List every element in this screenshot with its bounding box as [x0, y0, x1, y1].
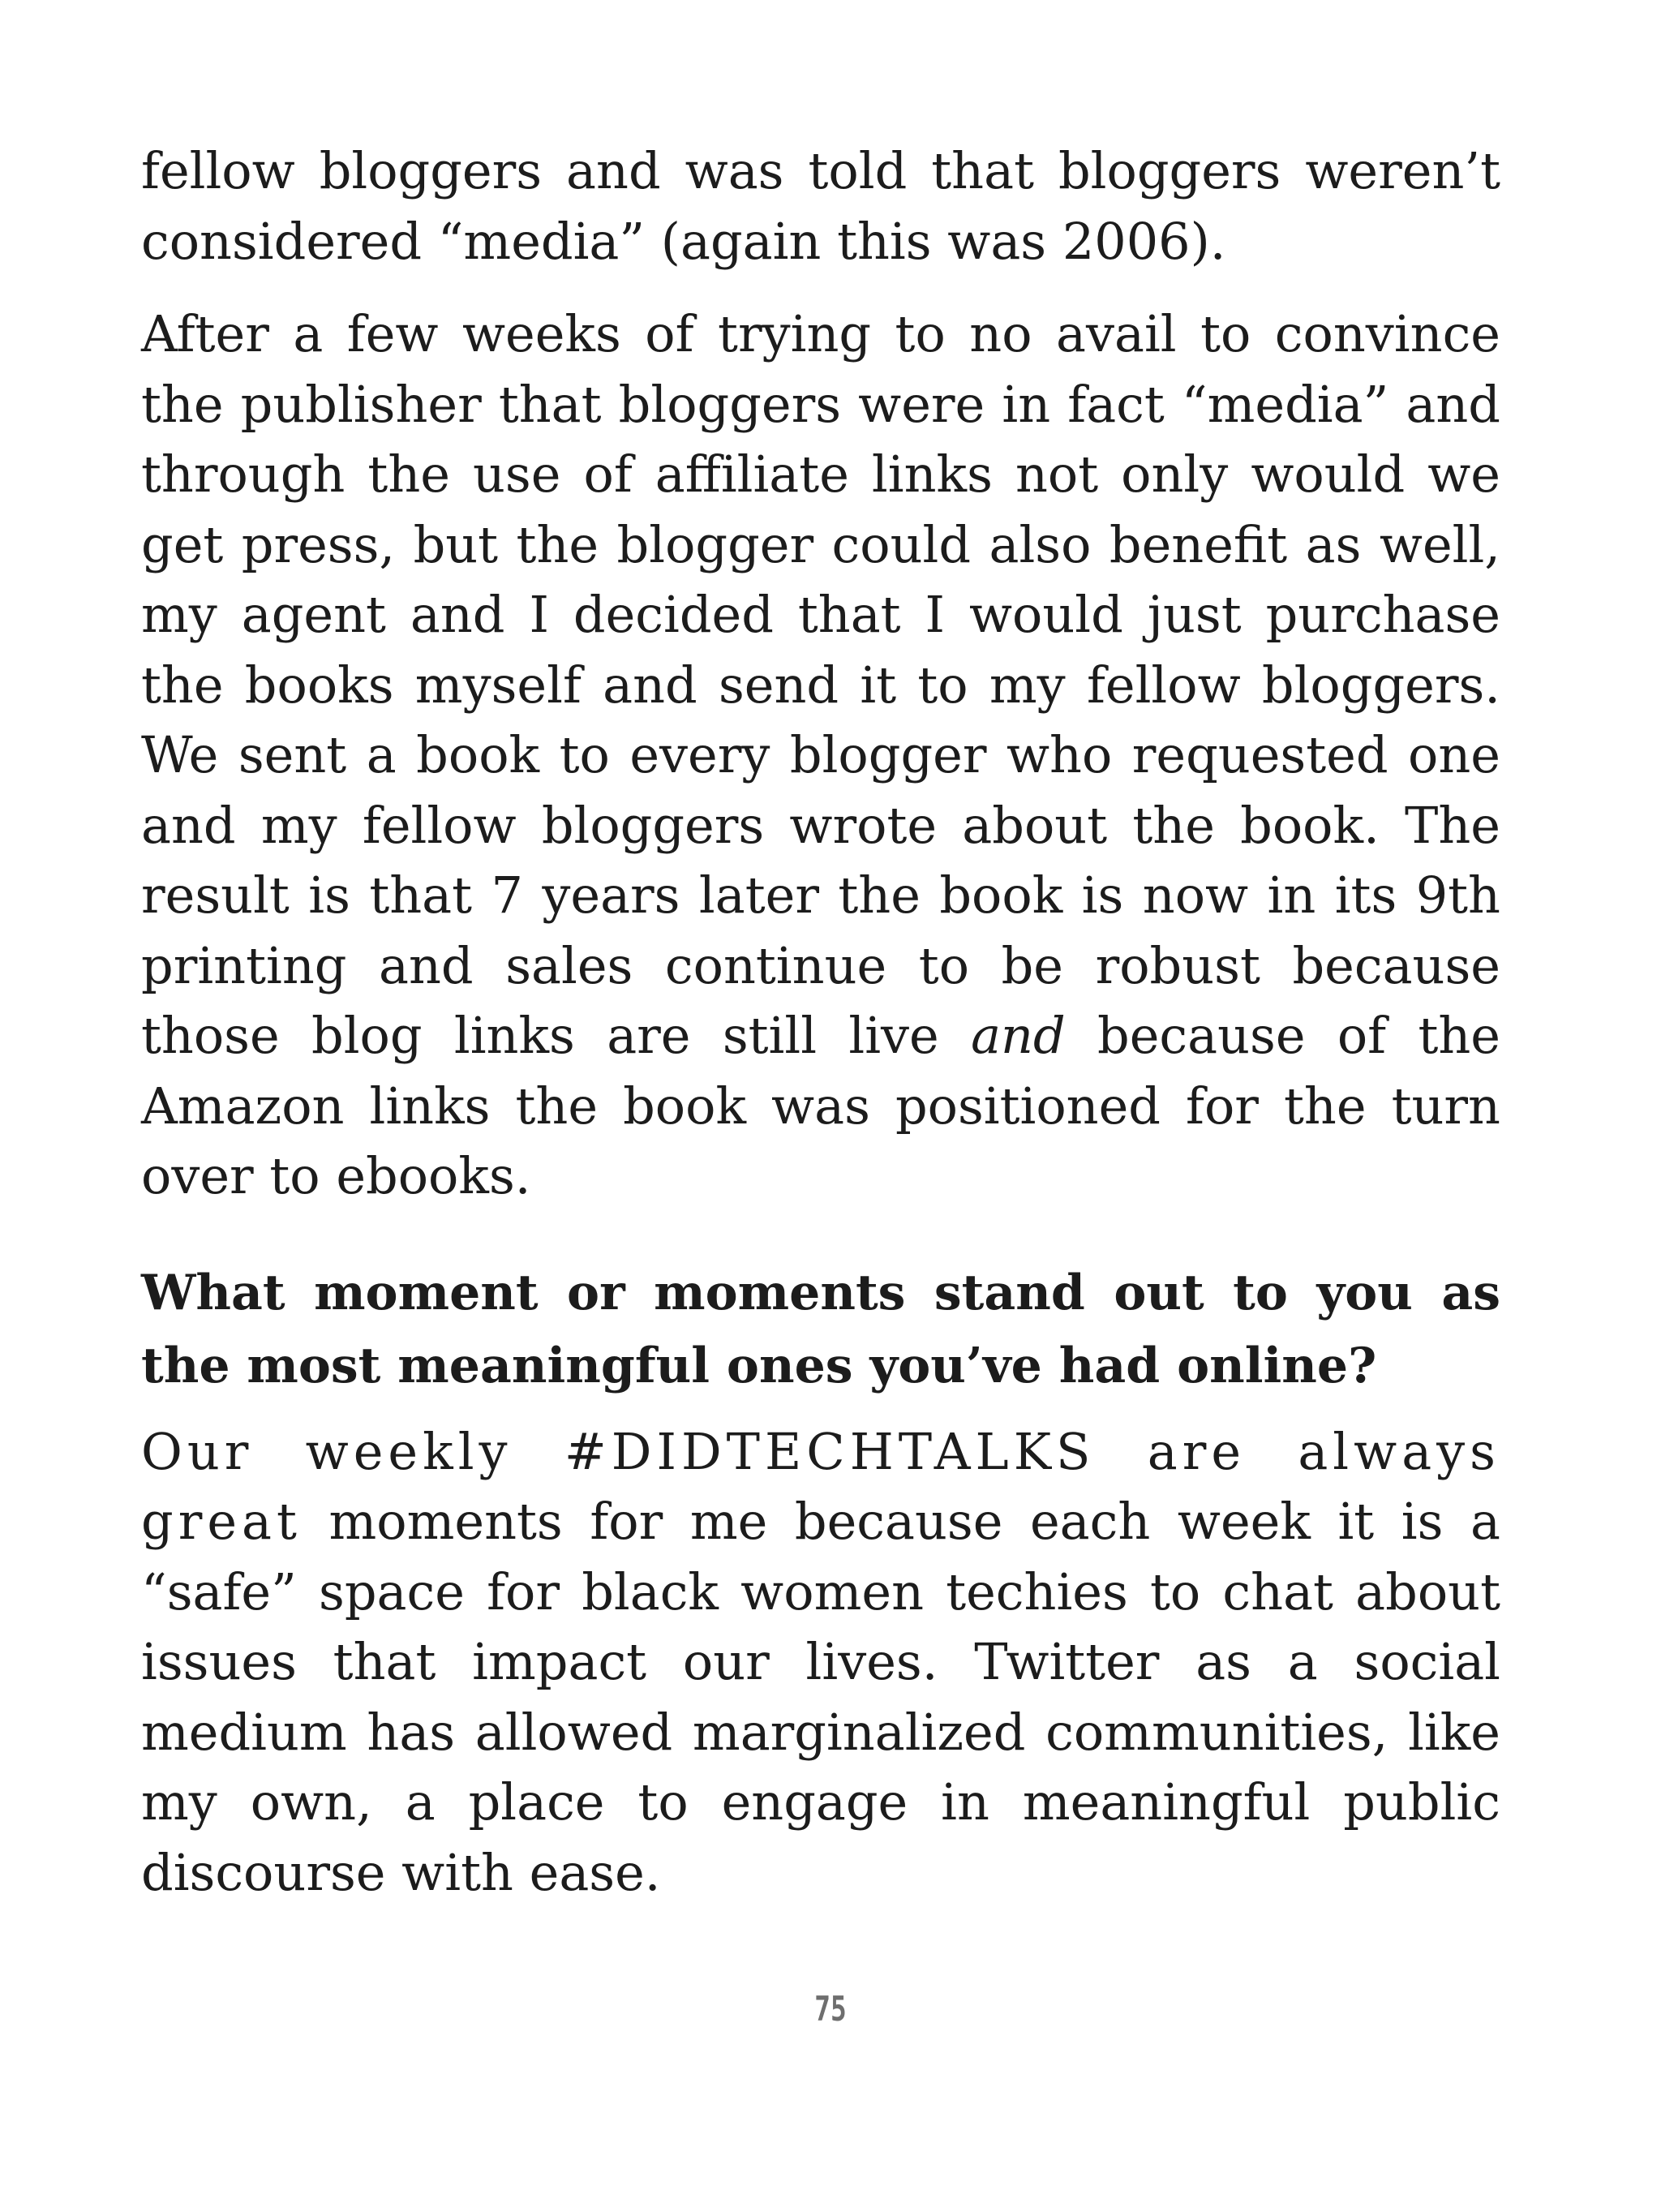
- paragraph-book-story: [141, 299, 1500, 1212]
- answer-text: moments for me because each week it is a “safe” space for black women techies to chat about issues that impact our lives. Twitter as a social medium has allowed marginalized communities, like my own, a place to engage in meaningful public discourse with ease.: [141, 1492, 1500, 1902]
- paragraph-continued: [141, 136, 1500, 277]
- interview-answer: [141, 1417, 1500, 1909]
- question-text: What moment or moments stand out to you as the most meaningful ones you’ve had online?: [141, 1264, 1500, 1394]
- italic-emphasis: and: [971, 1006, 1066, 1065]
- paragraph-text: After a few weeks of trying to no avail to convince the publisher that bloggers were in fact “media” and through the use of affiliate links not only would we get press, but the blogger could also benefit as well, my agent and I decided that I would just purchase the books myself and send it to my fellow bloggers. We sent a book to every blogger who requested one and my fellow bloggers wrote about the book. The result is that 7 years later the book is now in its 9th printing and sales continue to be robust because those blog links are still live: [141, 304, 1500, 1065]
- page-number: 75: [814, 1989, 847, 2029]
- interview-question: [141, 1256, 1500, 1402]
- paragraph-text: fellow bloggers and was told that bloggers weren’t considered “media” (again this was 2006).: [141, 141, 1500, 271]
- page-body: [141, 136, 1500, 1908]
- paragraph-text: because of the Amazon links the book was positioned for the turn over to ebooks.: [141, 1006, 1500, 1205]
- answer-lead-text: Our weekly #DIDTECHTALKS are always great: [141, 1421, 1500, 1551]
